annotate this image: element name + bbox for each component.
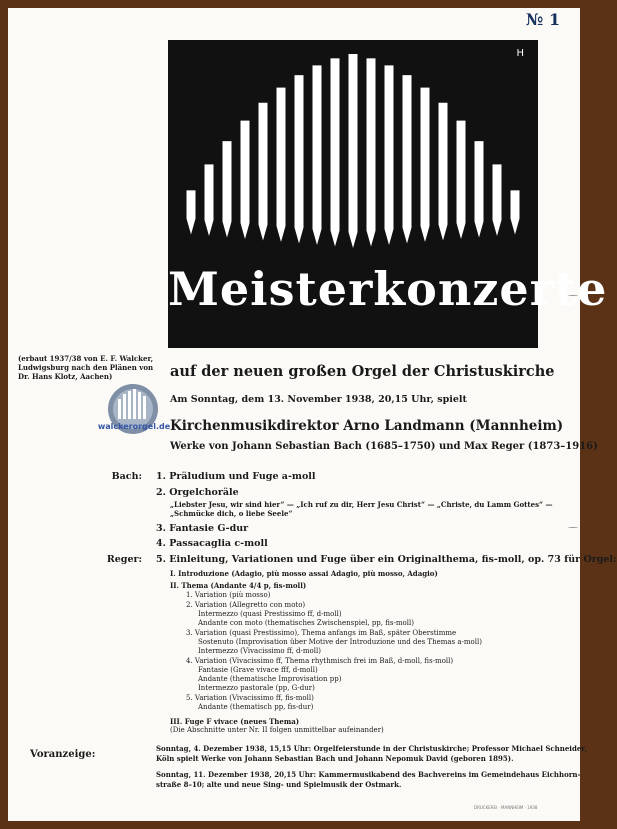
- concert-program-page: [8, 8, 617, 821]
- organ-pipe: [475, 141, 484, 237]
- organ-pipe: [277, 88, 286, 242]
- organ-pipe: [223, 141, 232, 237]
- preview-line: Sonntag, 4. Dezember 1938, 15,15 Uhr: Orgelfeierstunde in der Christuskirche; Professor Michael Schneider,: [156, 744, 587, 753]
- organ-pipe: [259, 103, 268, 241]
- organ-pipe: [295, 75, 304, 243]
- hole-punch-mark: [568, 527, 578, 529]
- reger-variation: 4. Variation (Vivacissimo ff, Thema rhythmisch frei im Baß, d-moll, fis-moll): [186, 657, 454, 665]
- reger-variation: Andante con moto (thematisches Zwischenspiel, pp, fis-moll): [198, 619, 414, 627]
- concert-date: Am Sonntag, dem 13. November 1938, 20,15 Uhr, spielt: [170, 394, 467, 405]
- organ-pipe: [349, 54, 358, 248]
- organ-pipe: [205, 164, 214, 236]
- reger-variation: Intermezzo (Vivacissimo ff, d-moll): [198, 647, 321, 655]
- organ-note-line: (erbaut 1937/38 von E. F. Walcker,: [18, 354, 154, 363]
- organ-pipe: [367, 58, 376, 246]
- organ-pipe: [331, 58, 340, 246]
- preview-line: Sonntag, 11. Dezember 1938, 20,15 Uhr: Kammermusikabend des Bachvereins im Gemeindehaus Eichhorn-: [156, 770, 581, 779]
- reger-variation: Intermezzo (quasi Prestissimo ff, d-moll): [198, 610, 342, 618]
- organ-note-line: Dr. Hans Klotz, Aachen): [18, 372, 113, 381]
- performer: Kirchenmusikdirektor Arno Landmann (Mannheim): [170, 418, 564, 434]
- program-item: 2. Orgelchoräle: [156, 487, 239, 498]
- preview-line: Köln spielt Werke von Johann Sebastian Bach und Johann Nepomuk David (geboren 1895).: [156, 754, 514, 763]
- organ-build-note: [18, 354, 166, 381]
- reger-variation: Fantasie (Grave vivace fff, d-moll): [198, 666, 318, 674]
- organ-pipe: [241, 121, 250, 239]
- organ-pipes-illustration: [168, 40, 538, 260]
- organ-pipe: [511, 190, 520, 234]
- chorale-line: „Liebster Jesu, wir sind hier“ — „Ich ruf zu dir, Herr Jesu Christ“ — „Christe, du Lamm Gottes“ —: [170, 500, 553, 509]
- concert-subtitle: auf der neuen großen Orgel der Christuskirche: [170, 363, 555, 380]
- organ-header-banner: [168, 40, 608, 348]
- program-item: 3. Fantasie G-dur: [156, 523, 249, 534]
- organ-pipe: [313, 65, 322, 245]
- logo-text: walckerorgel.de: [97, 422, 171, 431]
- reger-section: II. Thema (Andante 4/4 p, fis-moll): [170, 581, 307, 590]
- organ-pipe: [403, 75, 412, 243]
- reger-variation: 2. Variation (Allegretto con moto): [186, 601, 306, 609]
- reger-variation: Andante (thematische Improvisation pp): [198, 675, 342, 683]
- works-line: Werke von Johann Sebastian Bach (1685–1750) und Max Reger (1873–1916): [170, 441, 598, 452]
- reger-variation: 1. Variation (più mosso): [186, 591, 271, 599]
- organ-pipe: [421, 88, 430, 242]
- program-item: 4. Passacaglia c-moll: [156, 538, 268, 549]
- reger-variation: 3. Variation (quasi Prestissimo), Thema anfangs im Baß, später Oberstimme: [186, 629, 457, 637]
- reger-variation: Sostenuto (Improvisation über Motive der Introduzione und des Themas a-moll): [198, 638, 482, 646]
- composer-label-reger: Reger:: [106, 554, 142, 565]
- document-number: № 1: [526, 10, 561, 29]
- preview-label: Voranzeige:: [30, 749, 96, 760]
- chorale-line: „Schmücke dich, o liebe Seele“: [170, 509, 293, 518]
- reger-variation: Intermezzo pastorale (pp, G-dur): [198, 684, 315, 692]
- reger-section: III. Fuge F vivace (neues Thema): [170, 717, 300, 726]
- program-item: 5. Einleitung, Variationen und Fuge über ein Originalthema, fis-moll, op. 73 für Orgel:: [156, 554, 617, 565]
- program-item: 1. Präludium und Fuge a-moll: [156, 471, 316, 482]
- composer-label-bach: Bach:: [111, 471, 142, 482]
- preview-line: straße 8–10; alte und neue Sing- und Spielmusik der Ostmark.: [156, 780, 402, 789]
- organ-pipe: [385, 65, 394, 245]
- reger-variation: Andante (thematisch pp, fis-dur): [198, 703, 314, 711]
- reger-section: I. Introduzione (Adagio, più mosso assai Adagio, più mosso, Adagio): [170, 569, 438, 578]
- organ-pipe: [187, 190, 196, 234]
- hole-punch-mark: [568, 295, 578, 297]
- organ-pipe: [457, 121, 466, 239]
- organ-note-line: Ludwigsburg nach den Plänen von: [18, 363, 154, 372]
- header-mark: H: [516, 48, 524, 59]
- reger-variation: 5. Variation (Vivacissimo ff, fis-moll): [186, 694, 314, 702]
- organ-pipe: [493, 164, 502, 236]
- concert-series-title: Meisterkonzerte: [168, 262, 608, 316]
- printer-imprint: DRUCKEREI · MANNHEIM · 1938: [474, 805, 538, 810]
- reger-note: (Die Abschnitte unter Nr. II folgen unmittelbar aufeinander): [170, 726, 384, 734]
- organ-pipe: [439, 103, 448, 241]
